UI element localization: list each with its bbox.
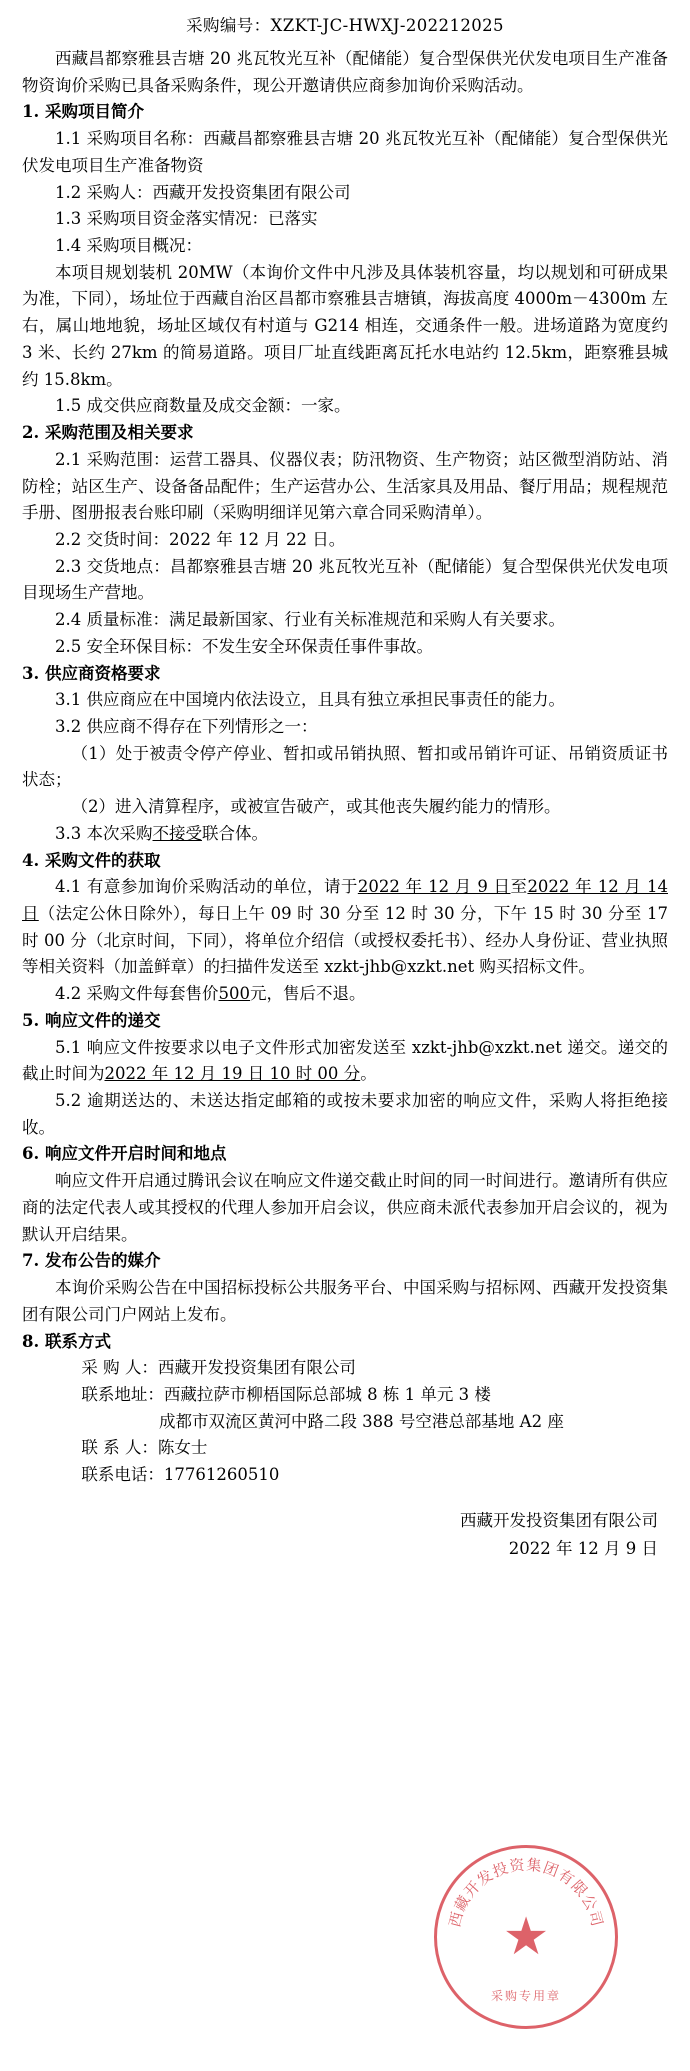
- section-3-item-3-prefix: 3.3 本次采购: [55, 823, 153, 843]
- section-title-6: 6. 响应文件开启时间和地点: [22, 1144, 227, 1164]
- section-title-1: 1. 采购项目简介: [22, 102, 144, 122]
- section-1-item-5: 1.5 成交供应商数量及成交金额：一家。: [55, 396, 351, 416]
- seal-bottom-label: 采购专用章: [490, 1989, 561, 2003]
- contact-label-phone: 联系电话：: [81, 1465, 164, 1485]
- seal-arc-text: [437, 1848, 615, 2026]
- signature-organization: 西藏开发投资集团有限公司: [460, 1510, 658, 1530]
- section-7-body: 本询价采购公告在中国招标投标公共服务平台、中国采购与招标网、西藏开发投资集团有限公司门户网站上发布。: [22, 1278, 668, 1324]
- signature-date: 2022 年 12 月 9 日: [508, 1538, 658, 1558]
- contact-value-phone: 17761260510: [163, 1465, 280, 1485]
- s4-p2: 至: [510, 877, 528, 897]
- document-intro: 西藏昌都察雅县吉塘 20 兆瓦牧光互补（配储能）复合型保供光伏发电项目生产准备物资询价采购已具备采购条件，现公开邀请供应商参加询价采购活动。: [22, 49, 668, 95]
- section-3-item-3: [22, 821, 668, 848]
- section-5-item-2: 5.2 逾期送达的、未送达指定邮箱的或按未要求加密的响应文件，采购人将拒绝接收。: [22, 1091, 668, 1137]
- contact-block: [22, 1355, 668, 1489]
- contact-row: [22, 1435, 668, 1462]
- section-4-item-1: [22, 874, 668, 981]
- contact-label-person: 联 系 人：: [81, 1438, 158, 1458]
- contact-value-purchaser: 西藏开发投资集团有限公司: [157, 1358, 356, 1378]
- s4-p3: （法定公休日除外），每日上午 09 时 30 分至 12 时 30 分，下午 15 时 30 分至 17 时 00 分（北京时间，下同），将单位介绍信（或授权委托书）、经办人身份证、营业执照等相关资料（加盖鲜章）的扫描件发送至 xzkt-jhb@xzkt.net 购买招标文件。: [22, 904, 669, 977]
- contact-value-address: 西藏拉萨市柳梧国际总部城 8 栋 1 单元 3 楼: [163, 1384, 491, 1404]
- section-3-subitem-1: （1）处于被责令停产停业、暂扣或吊销执照、暂扣或吊销许可证、吊销资质证书状态；: [22, 743, 668, 790]
- section-title-3: 3. 供应商资格要求: [22, 663, 161, 683]
- contact-value-person: 陈女士: [157, 1438, 208, 1458]
- section-2-item-5: 2.5 安全环保目标：不发生安全环保责任事件事故。: [55, 636, 433, 656]
- section-2-item-1: 2.1 采购范围：运营工器具、仪器仪表；防汛物资、生产物资；站区微型消防站、消防栓；站区生产、设备备品配件；生产运营办公、生活家具及用品、餐厅用品；规程规范手册、图册报表台账印刷（采购明细详见第六章合同采购清单）。: [22, 449, 668, 523]
- star-icon: ★: [502, 1907, 550, 1967]
- s4-date-start: 2022 年 12 月 9 日: [357, 877, 511, 897]
- s4-price-p2: 元，售后不退。: [250, 984, 366, 1004]
- section-1-item-4: 1.4 采购项目概况：: [55, 236, 202, 256]
- s4-date-end: 2022 年 12 月 14 日: [22, 877, 668, 923]
- svg-text:西藏开发投资集团有限公司: [446, 1856, 607, 1929]
- section-2-item-2: 2.2 交货时间：2022 年 12 月 22 日。: [55, 529, 346, 549]
- contact-address-second-line: 成都市双流区黄河中路二段 388 号空港总部基地 A2 座: [158, 1411, 564, 1431]
- s5-deadline: 2022 年 12 月 19 日 10 时 00 分: [104, 1064, 361, 1084]
- s4-price-p1: 4.2 采购文件每套售价: [55, 984, 219, 1004]
- section-4-item-2: [22, 981, 668, 1008]
- section-title-4: 4. 采购文件的获取: [22, 850, 161, 870]
- section-3-item-1: 3.1 供应商应在中国境内依法设立，且具有独立承担民事责任的能力。: [55, 690, 565, 710]
- contact-row: [22, 1382, 668, 1409]
- section-6-body: 响应文件开启通过腾讯会议在响应文件递交截止时间的同一时间进行。邀请所有供应商的法定代表人或其授权的代理人参加开启会议，供应商未派代表参加开启会议的，视为默认开启结果。: [22, 1171, 668, 1244]
- contact-label-address: 联系地址：: [81, 1384, 164, 1404]
- s5-p1: 5.1 响应文件按要求以电子文件形式加密发送至 xzkt-jhb@xzkt.net 递交。递交的截止时间为: [22, 1037, 668, 1084]
- s4-p1: 4.1 有意参加询价采购活动的单位，请于: [55, 877, 358, 897]
- document-number: 采购编号：XZKT-JC-HWXJ-202212025: [186, 16, 504, 35]
- section-title-7: 7. 发布公告的媒介: [22, 1251, 161, 1271]
- section-title-2: 2. 采购范围及相关要求: [22, 423, 194, 443]
- section-3-item-3-underline: 不接受: [152, 823, 202, 843]
- s5-p2: 。: [360, 1064, 377, 1084]
- section-1-item-2: 1.2 采购人：西藏开发投资集团有限公司: [55, 182, 351, 202]
- contact-label-purchaser: 采 购 人：: [81, 1358, 158, 1378]
- signature-block: [22, 1507, 668, 1563]
- section-1-body: 本项目规划装机 20MW（本询价文件中凡涉及具体装机容量，均以规划和可研成果为准，下同），场址位于西藏自治区昌都市察雅县吉塘镇，海拔高度 4000m－4300m 左右，属山地地貌，场址区域仅有村道与 G214 相连，交通条件一般。进场道路为宽度约 3 米、长约 27km 的简易道路。项目厂址直线距离瓦托水电站约 12.5km，距察雅县城约 15.8km。: [22, 262, 668, 389]
- section-2-item-4: 2.4 质量标准：满足最新国家、行业有关标准规范和采购人有关要求。: [55, 610, 565, 630]
- contact-row: [22, 1355, 668, 1382]
- contact-row: [22, 1462, 668, 1489]
- section-3-item-2: 3.2 供应商不得存在下列情形之一：: [55, 716, 318, 736]
- official-seal-stamp: [434, 1845, 618, 2029]
- section-1-item-3: 1.3 采购项目资金落实情况：已落实: [55, 209, 318, 229]
- s4-price-value: 500: [218, 984, 250, 1004]
- section-3-item-3-suffix: 联合体。: [202, 823, 268, 843]
- section-5-item-1: [22, 1035, 668, 1088]
- section-3-subitem-2: （2）进入清算程序，或被宣告破产，或其他丧失履约能力的情形。: [71, 797, 561, 817]
- section-title-8: 8. 联系方式: [22, 1331, 111, 1351]
- section-2-item-3: 2.3 交货地点：昌都察雅县吉塘 20 兆瓦牧光互补（配储能）复合型保供光伏发电项目现场生产营地。: [22, 556, 668, 603]
- section-1-item-1: 1.1 采购项目名称：西藏昌都察雅县吉塘 20 兆瓦牧光互补（配储能）复合型保供光伏发电项目生产准备物资: [22, 129, 668, 175]
- section-title-5: 5. 响应文件的递交: [22, 1010, 161, 1030]
- seal-arc-label: 西藏开发投资集团有限公司: [445, 1855, 607, 1929]
